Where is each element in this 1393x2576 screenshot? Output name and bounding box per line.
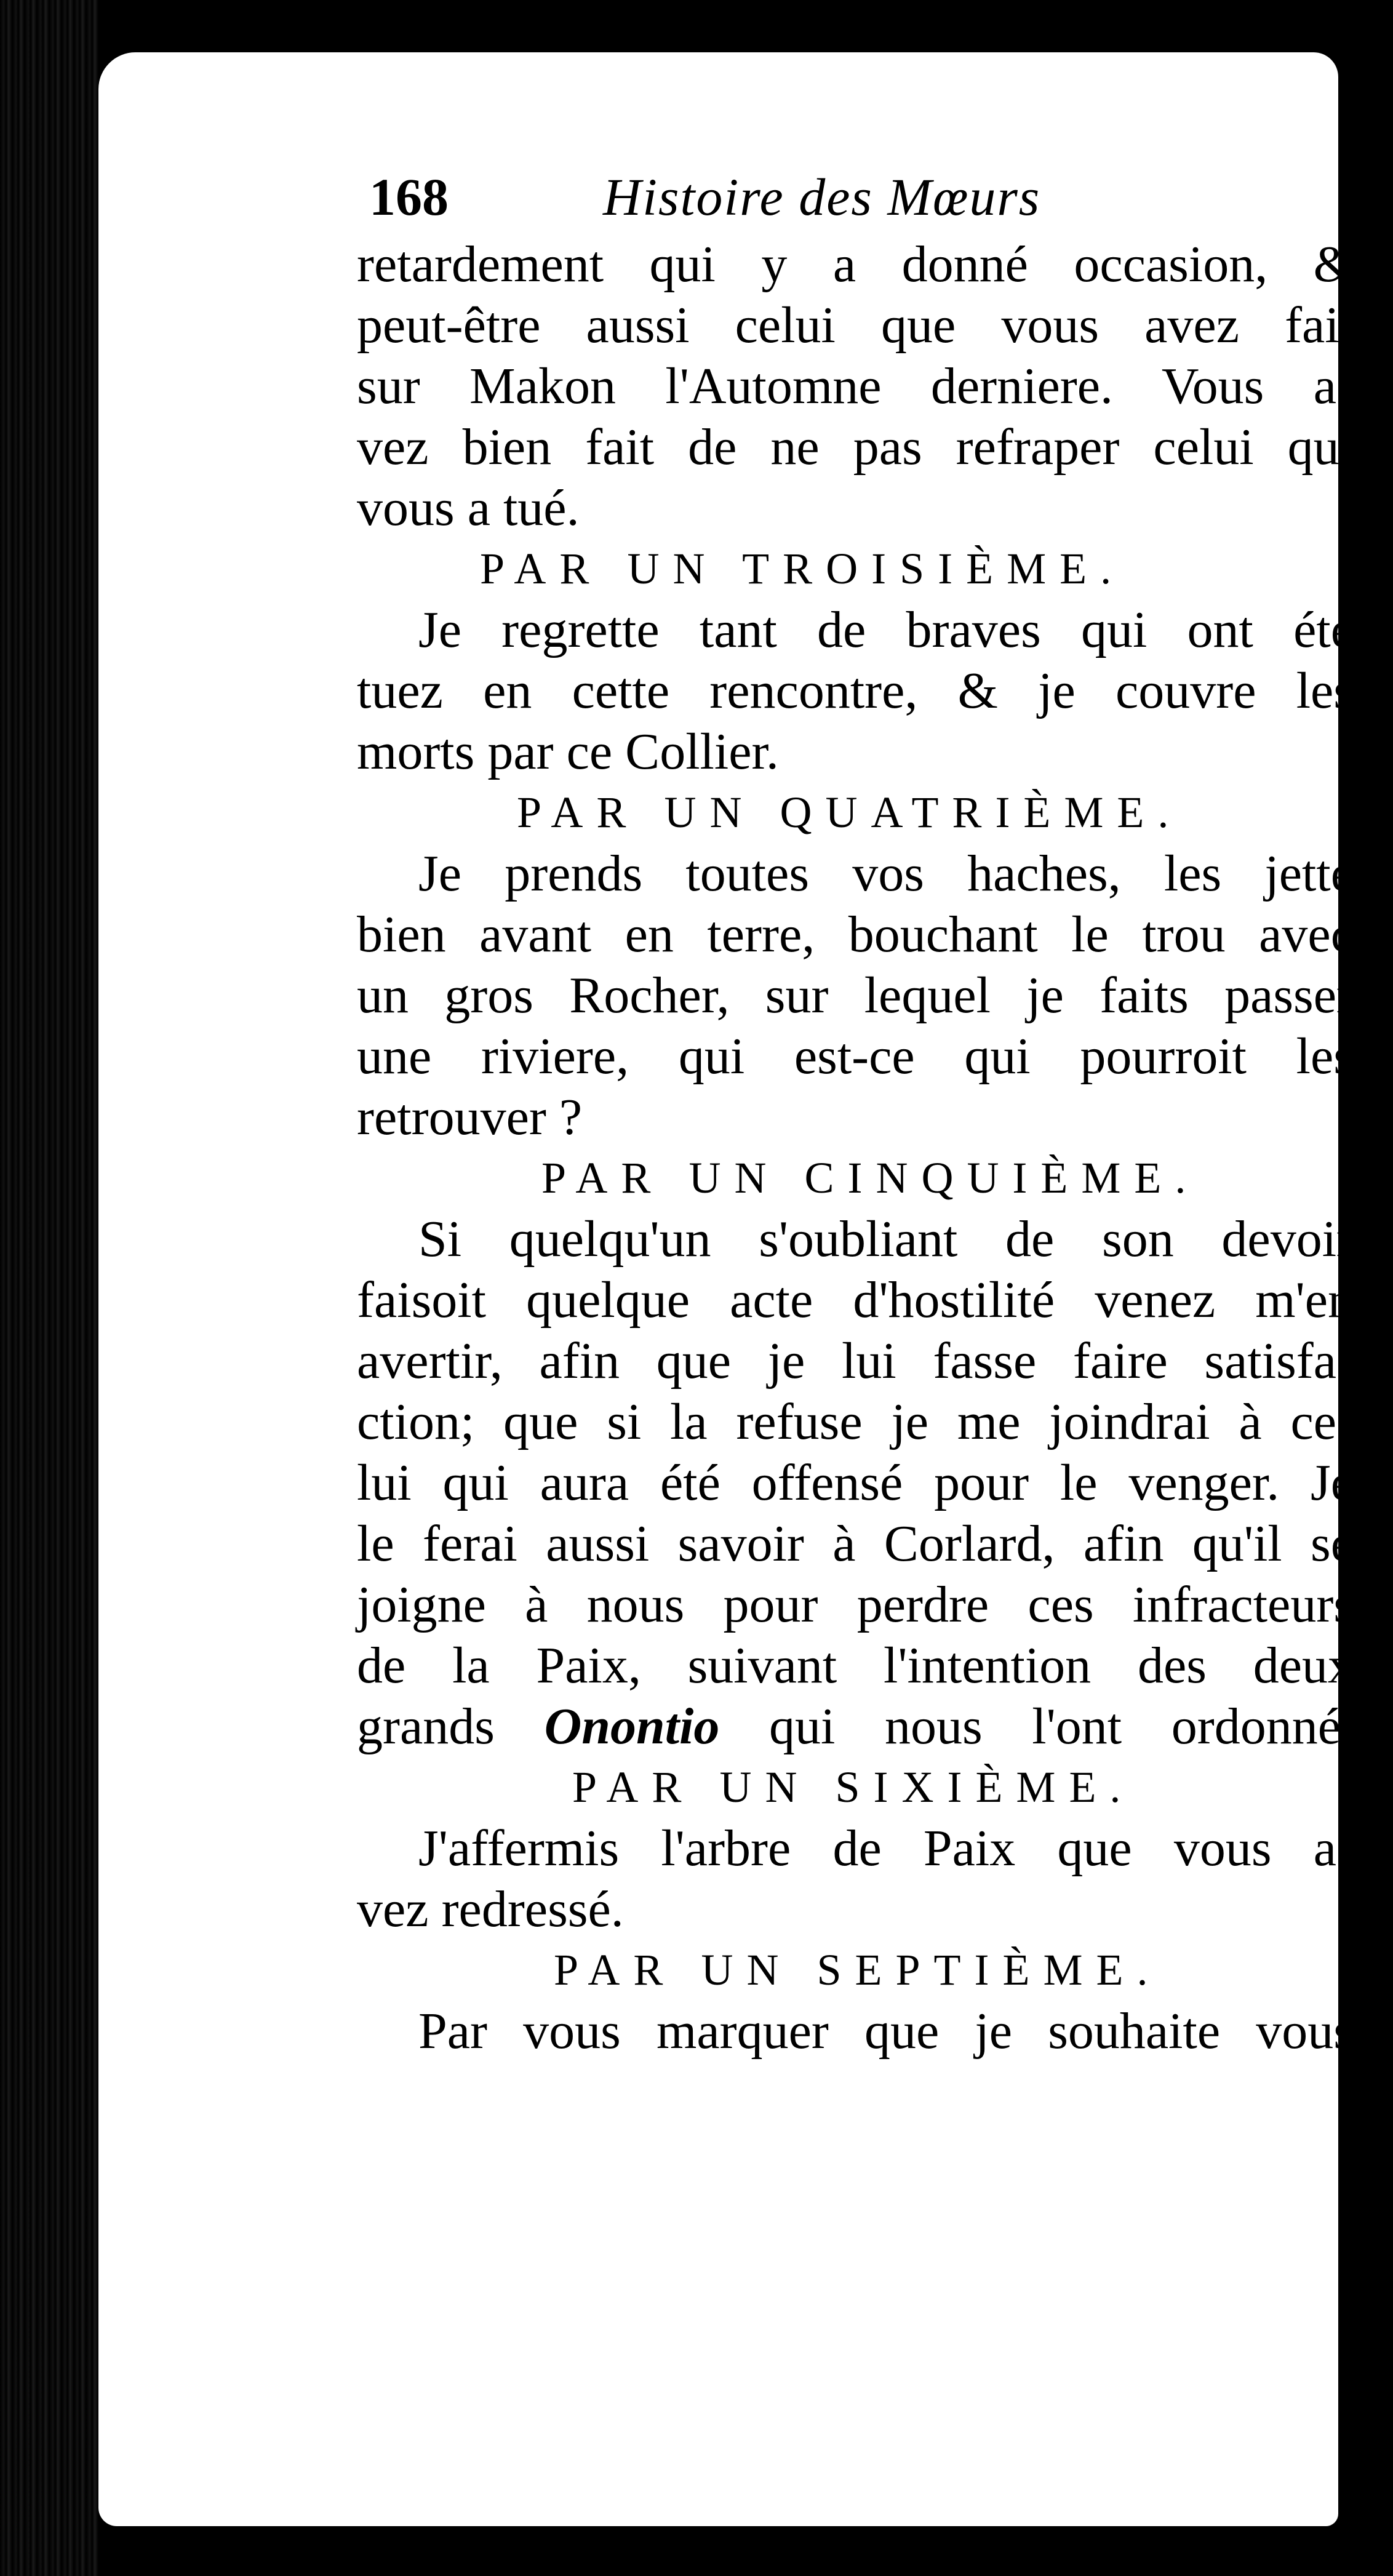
text-line: sur Makon l'Automne derniere. Vous a- (357, 358, 1354, 415)
proper-name: Onontio (544, 1698, 720, 1755)
text-line: avertir, afin que je lui fasse faire satisfa- (357, 1332, 1354, 1390)
page-header (357, 166, 1354, 234)
section-heading: PAR UN QUATRIÈME. (517, 788, 1183, 837)
text-line: Si quelqu'un s'oubliant de son devoir (418, 1210, 1354, 1268)
text-segment: qui nous l'ont ordonné. (719, 1698, 1354, 1755)
section-heading: PAR UN CINQUIÈME. (541, 1153, 1200, 1202)
text-line: Par vous marquer que je souhaite vous (418, 2002, 1354, 2060)
text-line: J'affermis l'arbre de Paix que vous a- (418, 1820, 1354, 1877)
page-text (357, 166, 1354, 2062)
text-segment: grands (357, 1698, 545, 1755)
section-heading: PAR UN TROISIÈME. (480, 544, 1125, 593)
text-line: Je regrette tant de braves qui ont été (418, 601, 1354, 658)
text-line: peut-être aussi celui que vous avez fait (357, 297, 1354, 354)
text-line: vous a tué. (357, 479, 580, 537)
text-line: faisoit quelque acte d'hostilité venez m'en (357, 1271, 1354, 1329)
section-heading: PAR UN SEPTIÈME. (554, 1945, 1162, 1994)
text-line: une riviere, qui est-ce qui pourroit les (357, 1028, 1354, 1085)
text-line: morts par ce Collier. (357, 723, 779, 780)
text-line: retrouver ? (357, 1089, 583, 1146)
text-line: retardement qui y a donné occasion, & (357, 236, 1354, 293)
text-line: un gros Rocher, sur lequel je faits passer (357, 967, 1354, 1024)
text-line: de la Paix, suivant l'intention des deux (357, 1637, 1354, 1694)
text-line: vez bien fait de ne pas refraper celui qui (357, 418, 1354, 476)
text-line: vez redressé. (357, 1881, 624, 1938)
running-head: Histoire des Mœurs (603, 167, 1041, 226)
text-line: bien avant en terre, bouchant le trou avec (357, 906, 1354, 963)
book-spine-shadow (0, 0, 98, 2576)
text-line: ction; que si la refuse je me joindrai à ce- (357, 1393, 1354, 1450)
text-line: le ferai aussi savoir à Corlard, afin qu'il se (357, 1515, 1354, 1572)
text-line: Je prends toutes vos haches, les jette (418, 845, 1354, 902)
page-number: 168 (369, 167, 449, 226)
text-line: tuez en cette rencontre, & je couvre les (357, 662, 1354, 719)
text-line (357, 1696, 1354, 1757)
text-line: lui qui aura été offensé pour le venger. Je (357, 1454, 1354, 1511)
text-line: joigne à nous pour perdre ces infracteurs (357, 1576, 1354, 1633)
section-heading: PAR UN SIXIÈME. (572, 1762, 1135, 1812)
